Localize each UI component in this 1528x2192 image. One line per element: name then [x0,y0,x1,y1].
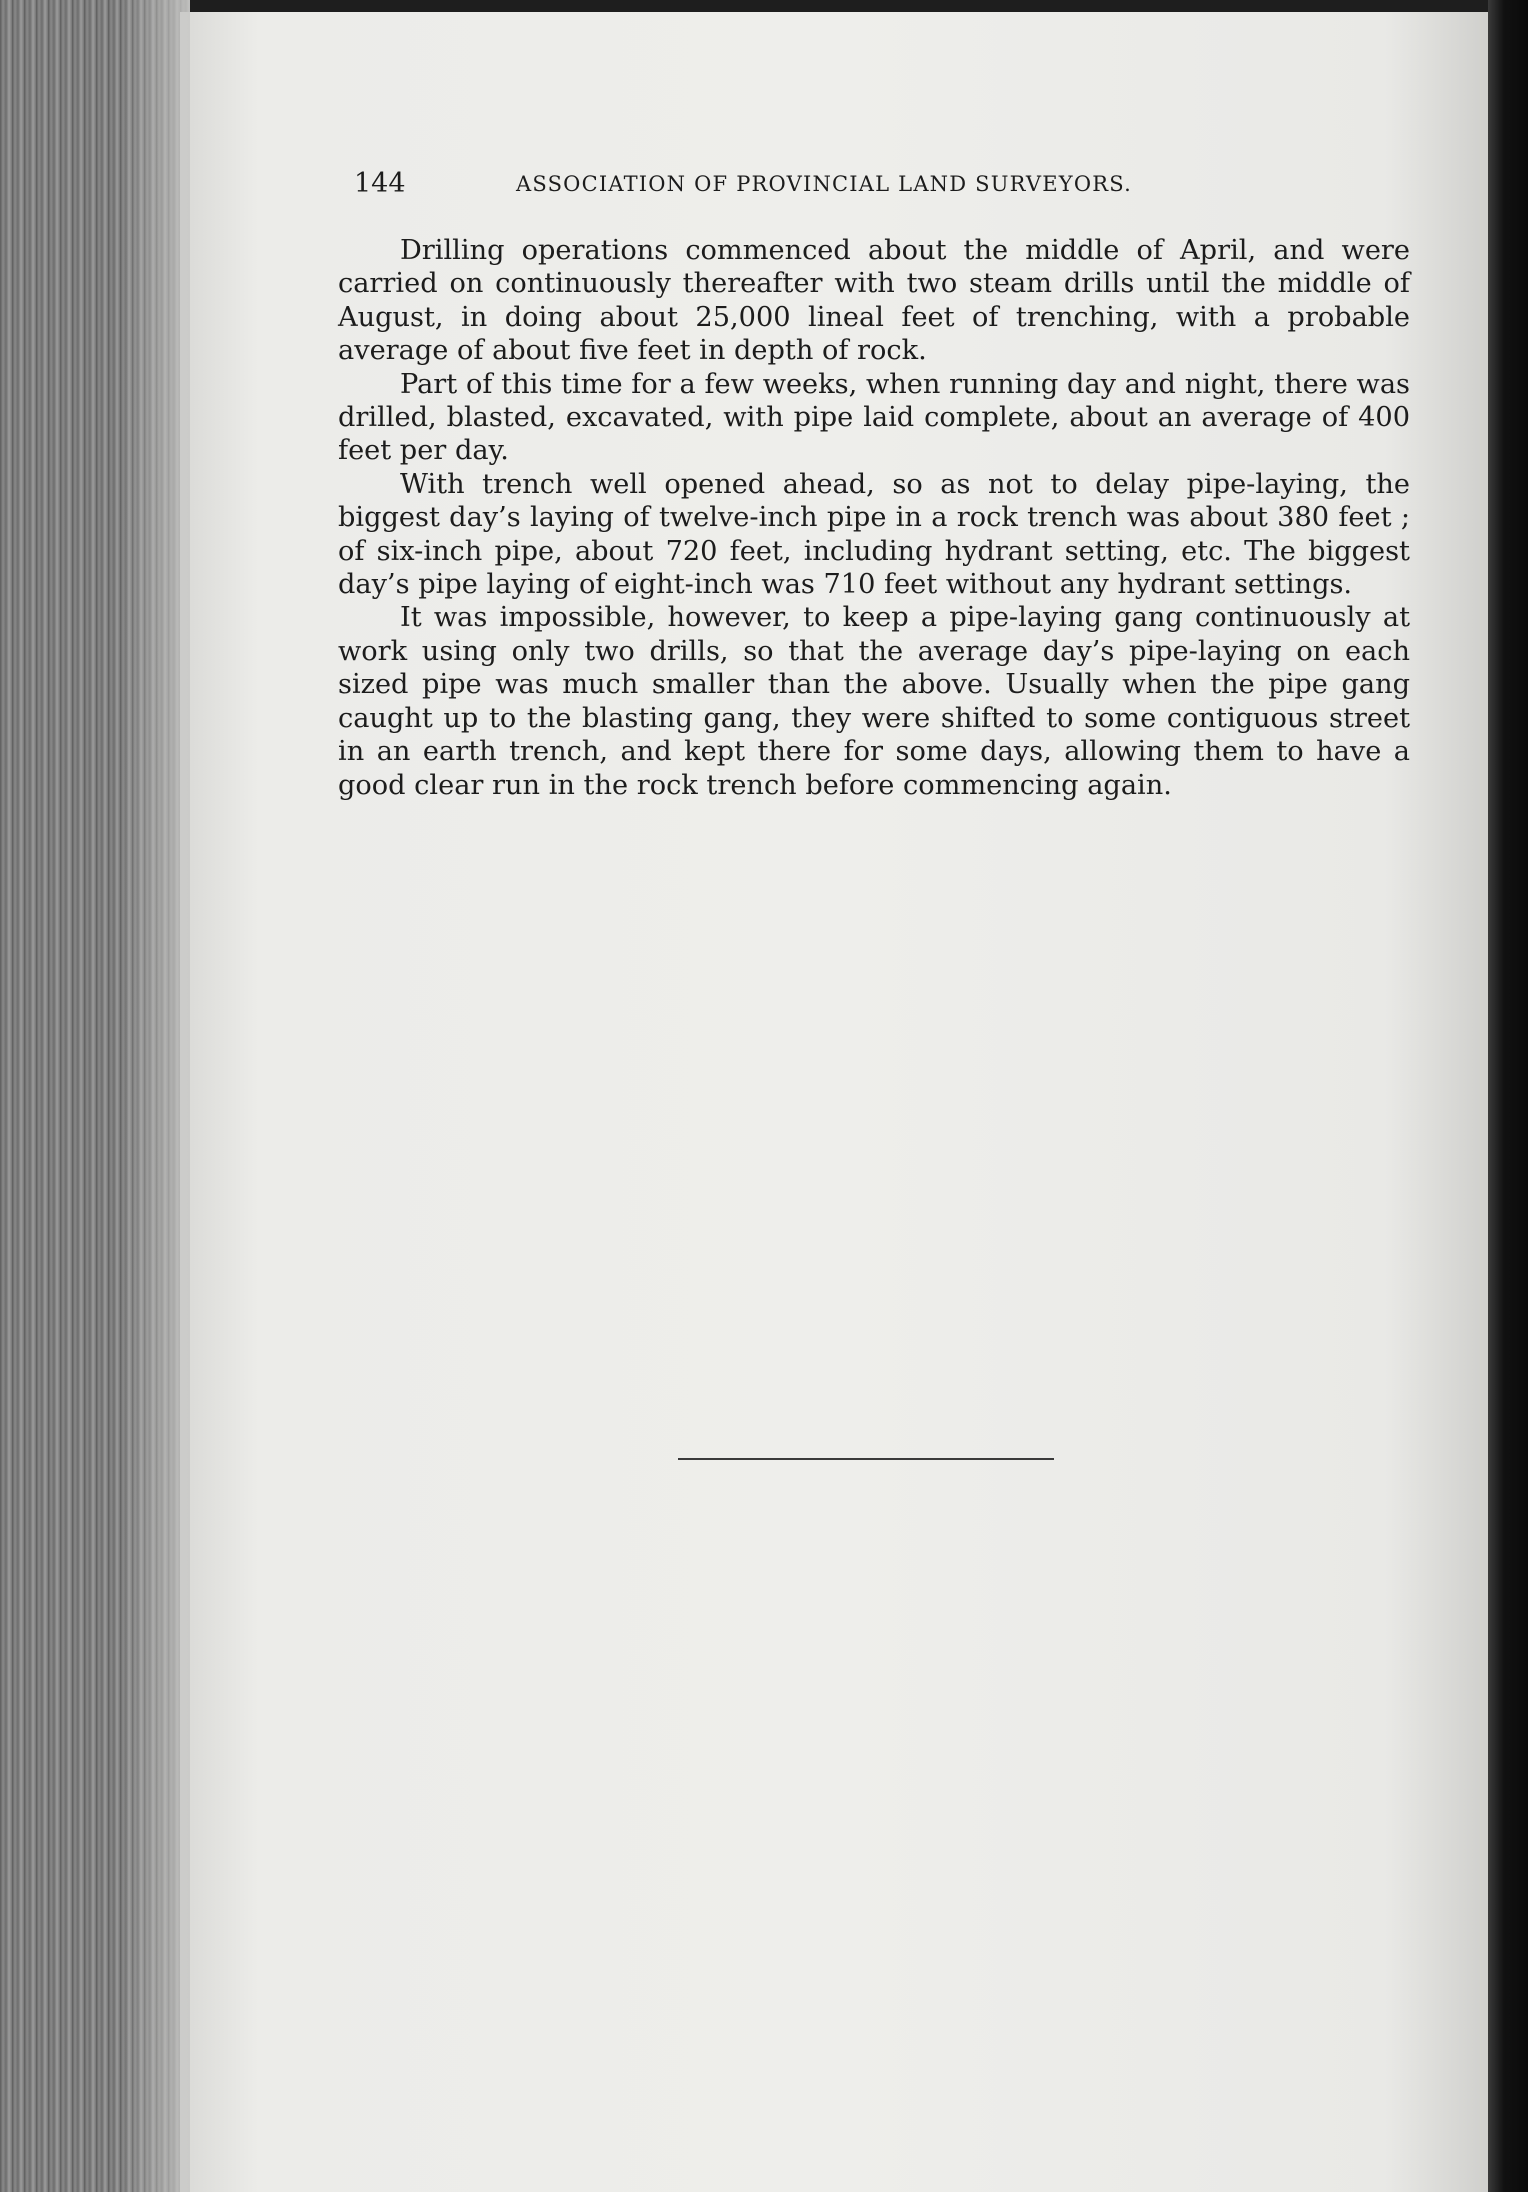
paragraph-pipe-gang: It was impossible, however, to keep a pipe-laying gang continuously at work using only two drills, so that the average day’s pipe-laying on each sized pipe was much smaller than the above. Usually when the pipe gang caught up to the blasting gang, they were shifted to some contiguous street in an earth trench, and kept there for some days, allowing them to have a good clear run in the rock trench before commencing again. [338,602,1410,801]
running-head: ASSOCIATION OF PROVINCIAL LAND SURVEYORS. [516,172,1133,196]
paragraph-day-and-night: Part of this time for a few weeks, when running day and night, there was drilled, blasted, excavated, with pipe laid complete, about an average of 400 feet per day. [338,368,1410,467]
page-number: 144 [354,168,406,199]
paragraph-drilling: Drilling operations commenced about the middle of April, and were carried on continuously thereafter with two steam drills until the middle of August, in doing about 25,000 lineal feet of trenching, with a probable average of about five feet in depth of rock. [338,235,1410,367]
gutter-shadow [120,0,190,2192]
paragraph-pipe-laying: With trench well opened ahead, so as not to delay pipe-laying, the biggest day’s laying of twelve-inch pipe in a rock trench was about 380 feet ; of six-inch pipe, about 720 feet, including hydrant setting, etc. The biggest day’s pipe laying of eight-inch was 710 feet without any hydrant settings. [338,468,1410,601]
section-divider [678,1458,1054,1460]
binding-edge [1488,0,1528,2192]
body-text [338,234,1410,802]
page-header [354,164,1274,204]
